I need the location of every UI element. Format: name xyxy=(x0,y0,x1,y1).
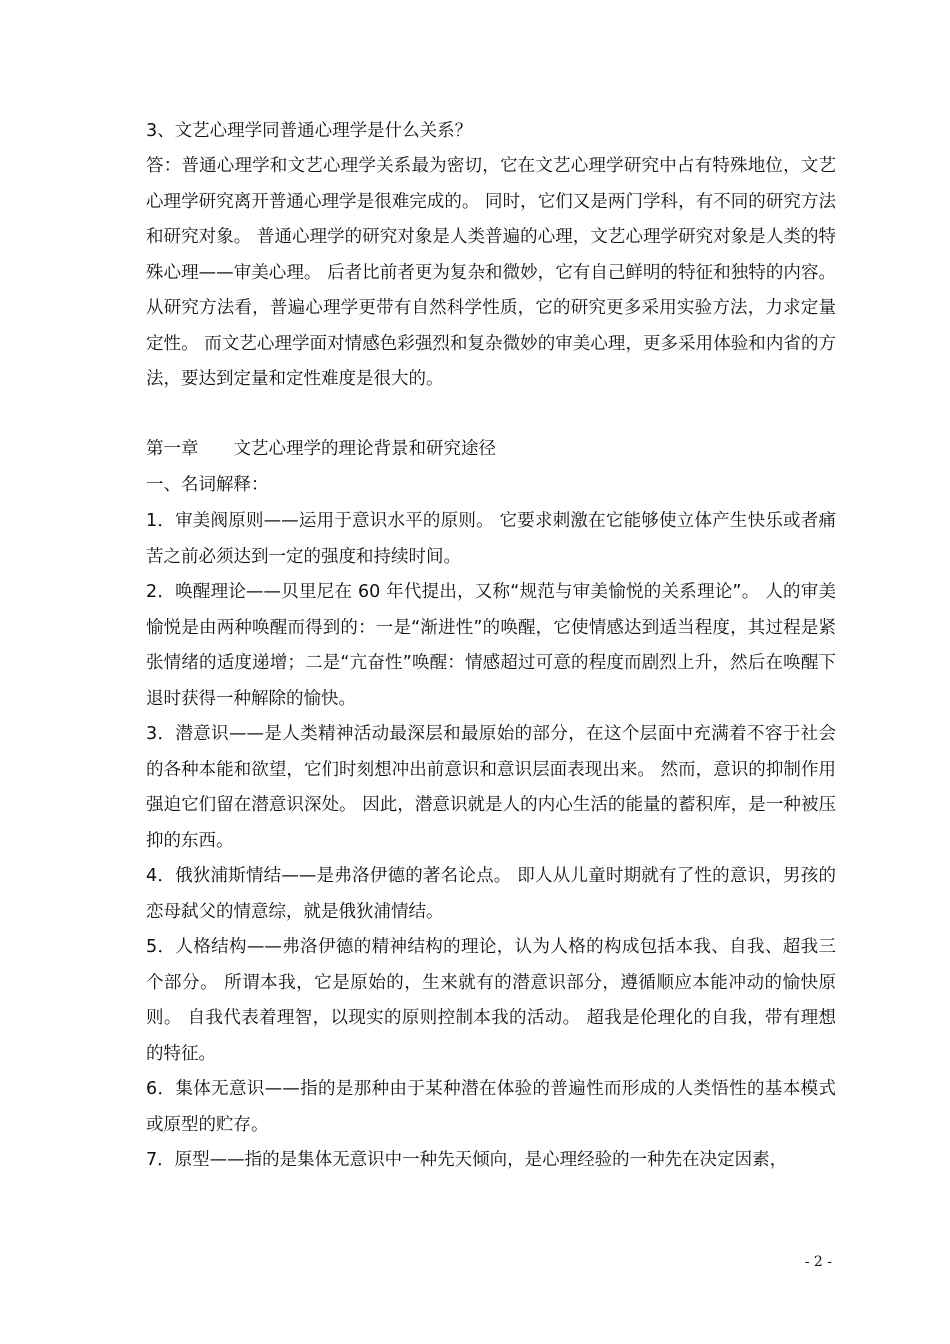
term-5-paragraph: 5．人格结构——弗洛伊德的精神结构的理论，认为人格的构成包括本我、自我、超我三个部分。 所谓本我，它是原始的，生来就有的潜意识部分，遵循顺应本能冲动的愉快原则。 自我代表着理智，以现实的原则控制本我的活动。 超我是伦理化的自我，带有理想的特征。 xyxy=(146,937,836,1064)
term-2-paragraph: 2．唤醒理论——贝里尼在 60 年代提出，又称“规范与审美愉悦的关系理论”。 人的审美愉悦是由两种唤醒而得到的：一是“渐进性”的唤醒，它使情感达到适当程度，其过程是紧张情绪的适度递增；二是“亢奋性”唤醒：情感超过可意的程度而剧烈上升，然后在唤醒下退时获得一种解除的愉快。 xyxy=(146,582,836,709)
term-1-paragraph: 1．审美阀原则——运用于意识水平的原则。 它要求刺激在它能够使立体产生快乐或者痛苦之前必须达到一定的强度和持续时间。 xyxy=(146,511,836,567)
section-heading: 一、名词解释： xyxy=(146,475,269,495)
term-3-paragraph: 3．潜意识——是人类精神活动最深层和最原始的部分，在这个层面中充满着不容于社会的各种本能和欲望，它们时刻想冲出前意识和意识层面表现出来。 然而，意识的抑制作用强迫它们留在潜意识深处。 因此，潜意识就是人的内心生活的能量的蓄积库，是一种被压抑的东西。 xyxy=(146,724,836,851)
term-7-paragraph: 7．原型——指的是集体无意识中一种先天倾向，是心理经验的一种先在决定因素， xyxy=(146,1150,788,1170)
term-4-paragraph: 4．俄狄浦斯情结——是弗洛伊德的著名论点。 即人从儿童时期就有了性的意识，男孩的恋母弑父的情意综，就是俄狄浦情结。 xyxy=(146,866,836,922)
page-number: - 2 - xyxy=(804,1254,832,1270)
answer-paragraph: 答：普通心理学和文艺心理学关系最为密切，它在文艺心理学研究中占有特殊地位，文艺心理学研究离开普通心理学是很难完成的。 同时，它们又是两门学科，有不同的研究方法和研究对象。 普通心理学的研究对象是人类普遍的心理，文艺心理学研究对象是人类的特殊心理——审美心理。 后者比前者更为复杂和微妙，它有自己鲜明的特征和独特的内容。 从研究方法看，普遍心理学更带有自然科学性质，它的研究更多采用实验方法，力求定量定性。 而文艺心理学面对情感色彩强烈和复杂微妙的审美心理，更多采用体验和内省的方法，要达到定量和定性难度是很大的。 xyxy=(146,156,836,389)
question-heading: 3、文艺心理学同普通心理学是什么关系？ xyxy=(146,121,473,141)
chapter-title: 第一章 文艺心理学的理论背景和研究途径 xyxy=(146,439,496,459)
term-6-paragraph: 6．集体无意识——指的是那种由于某种潜在体验的普遍性而形成的人类悟性的基本模式或原型的贮存。 xyxy=(146,1079,836,1135)
